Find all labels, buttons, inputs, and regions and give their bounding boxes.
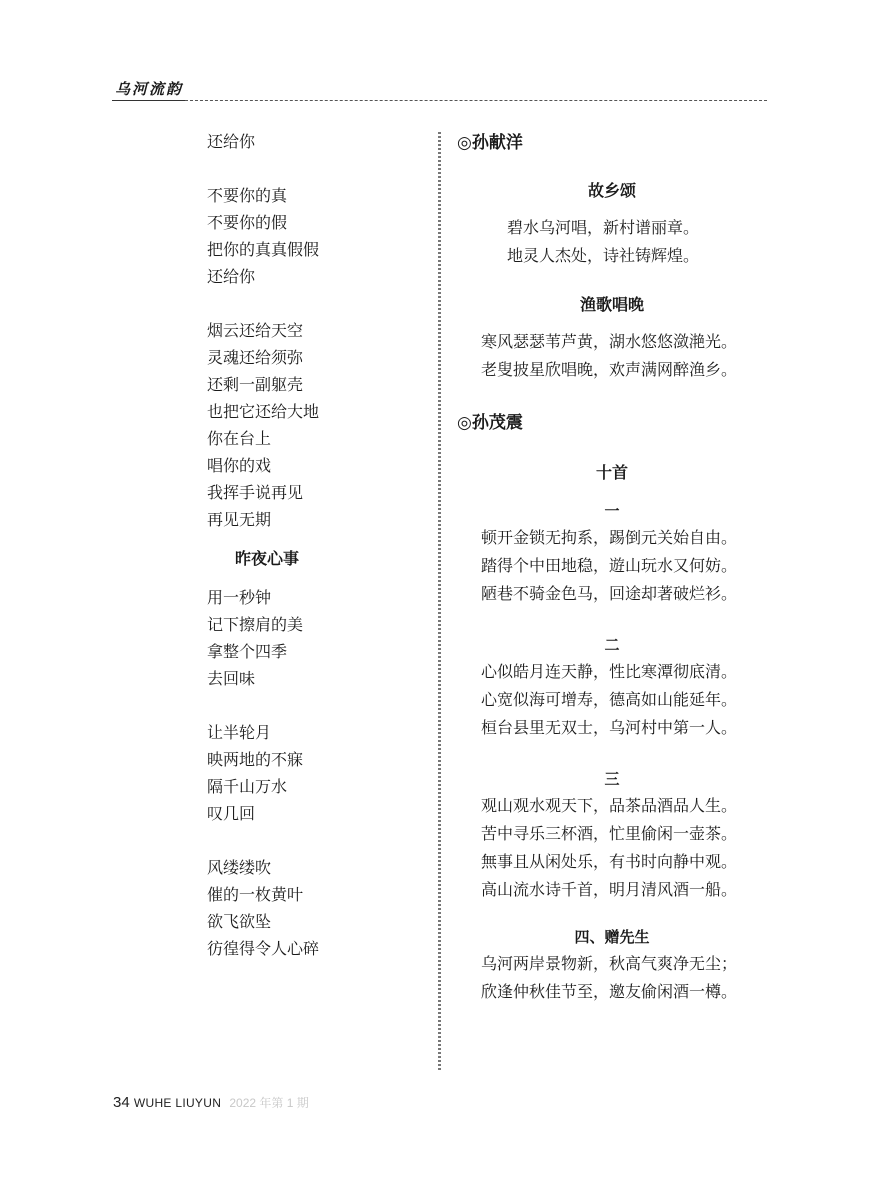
poem-line: 無事且从闲处乐，有书时向静中观。: [481, 852, 738, 871]
section-label: 一: [604, 502, 620, 520]
header-rule: [185, 100, 767, 101]
poem-line: 顿开金锁无拘系，踢倒元关始自由。: [481, 528, 738, 547]
poem-line: 寒风瑟瑟苇芦黄，湖水悠悠潋滟光。: [481, 332, 738, 351]
poem-line: 唱你的戏: [207, 456, 272, 475]
poem-line: 映两地的不寐: [207, 750, 304, 769]
poem-line: 踏得个中田地稳，遊山玩水又何妨。: [481, 556, 738, 575]
header-title: 乌河流韵: [115, 80, 184, 98]
poem-line: 陋巷不骑金色马，回途却著破烂衫。: [481, 584, 738, 603]
poem-line: 心宽似海可增寿，德高如山能延年。: [481, 690, 738, 709]
poem-line: 再见无期: [207, 510, 272, 529]
poem-line: 记下擦肩的美: [207, 615, 304, 634]
magazine-name: WUHE LIUYUN: [133, 1096, 222, 1110]
section-label: 三: [604, 770, 620, 788]
poem-line: 叹几回: [207, 804, 256, 823]
poem-line: 苦中寻乐三杯酒，忙里偷闲一壶茶。: [481, 824, 738, 843]
poem-line: 用一秒钟: [207, 588, 272, 607]
right-column: [457, 128, 777, 1006]
poem-line: 还给你: [207, 267, 256, 286]
poem-line: 欲飞欲坠: [207, 912, 272, 931]
poem-line: 地灵人杰处，诗社铸辉煌。: [507, 246, 700, 265]
header-rule-solid: [112, 100, 185, 101]
poem-line: 观山观水观天下，品茶品酒品人生。: [481, 796, 738, 815]
poem-line: 还给你: [207, 132, 256, 151]
poem-line: 我挥手说再见: [207, 483, 304, 502]
poem-line: 老叟披星欣唱晚，欢声满网醉渔乡。: [481, 360, 738, 379]
poem-line: 乌河两岸景物新，秋高气爽净无尘；: [481, 954, 738, 973]
poem-line: 让半轮月: [207, 723, 272, 742]
column-divider: [438, 132, 441, 1072]
poem-line: 去回味: [207, 669, 256, 688]
poem-line: 风缕缕吹: [207, 858, 272, 877]
poem-line: 也把它还给大地: [207, 402, 320, 421]
poem-line: 拿整个四季: [207, 642, 288, 661]
poem-line: 催的一枚黄叶: [207, 885, 304, 904]
poem-line: 不要你的假: [207, 213, 288, 232]
section-label: 二: [604, 636, 620, 654]
poem-title: 渔歌唱晚: [579, 295, 644, 314]
poem-line: 碧水乌河唱，新村谱丽章。: [507, 218, 700, 237]
poem-line: 还剩一副躯壳: [207, 375, 304, 394]
poem-line: 桓台县里无双士，乌河村中第一人。: [481, 718, 738, 737]
poem-title: 故乡颂: [587, 181, 636, 200]
poem-line: 你在台上: [207, 429, 272, 448]
poem-line: 灵魂还给须弥: [207, 348, 304, 367]
author-name: ◎孙献洋: [457, 133, 523, 153]
issue-label: 2022 年第 1 期: [229, 1096, 309, 1110]
poem-line: 彷徨得令人心碎: [207, 939, 320, 958]
poem-line: 不要你的真: [207, 186, 288, 205]
poem-line: 烟云还给天空: [207, 321, 304, 340]
section-label: 四、赠先生: [574, 928, 650, 946]
poem-line: 高山流水诗千首，明月清风酒一船。: [481, 880, 738, 899]
poem-line: 隔千山万水: [207, 777, 288, 796]
poem-line: 心似皓月连天静，性比寒潭彻底清。: [481, 662, 738, 681]
page-number: 34: [113, 1094, 130, 1111]
poem-title: 昨夜心事: [235, 549, 300, 568]
poem-line: 把你的真真假假: [207, 240, 320, 259]
poem-title: 十首: [595, 463, 628, 482]
page-footer: [113, 1094, 309, 1111]
poem-line: 欣逢仲秋佳节至，邀友偷闲酒一樽。: [481, 982, 738, 1001]
author-name: ◎孙茂震: [457, 413, 523, 433]
left-column: [207, 128, 427, 962]
